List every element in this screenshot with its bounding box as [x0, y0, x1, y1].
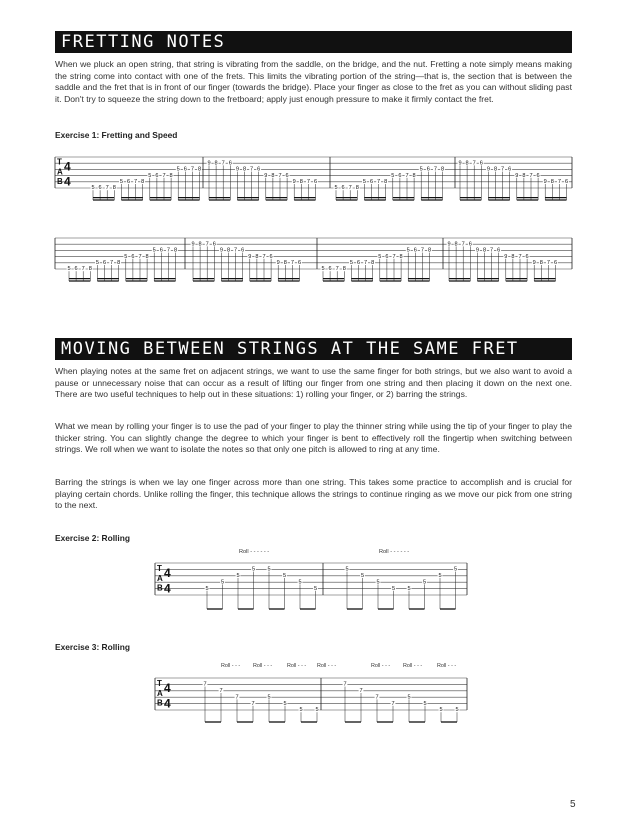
fret-number: 8: [522, 172, 526, 179]
fretting-notes-paragraph: When we pluck an open string, that string is vibrating from the saddle, on the bridge, and the nut. Fretting a note simply means making the string come into contact with one of the frets. This limits the vibrating portion of the string—that is, the section that is between the saddle and the fret that is in front of our finger (towards the bridge). Place your finger as close to the fret as you can without sliding past it. Don't try to squeeze the string down to the fretboard; apply just enough pressure to make it firmly contact the fret.: [55, 59, 572, 104]
fret-number: 6: [183, 166, 187, 173]
fret-number: 7: [81, 266, 85, 273]
exercise-2-tab: [155, 545, 475, 617]
fret-number: 8: [427, 247, 432, 254]
fret-number: 7: [205, 241, 209, 248]
fret-number: 6: [131, 253, 135, 260]
roll-marking: Roll - - - - - -: [379, 549, 410, 555]
fret-number: 8: [539, 260, 543, 266]
tab-clef-letter: A: [157, 573, 163, 583]
fret-number: 7: [110, 260, 114, 266]
fret-number: 7: [433, 166, 437, 173]
fret-number: 8: [226, 247, 231, 254]
fret-number: 6: [536, 172, 540, 179]
moving-strings-paragraph-1: When playing notes at the same fret on adjacent strings, we want to use the same finger for both strings, but we also want to avoid a pause or unnecessary noise that can occur as a result of lifting our finger from one string and then placing it down on the next one. There are two useful techniques to help out in these situations: 1) rolling your finger, or 2) barring the strings.: [55, 366, 572, 400]
exercise-3-tab: [155, 658, 475, 718]
fret-number: 7: [405, 172, 409, 179]
fret-number: 5: [345, 566, 349, 573]
fret-number: 9: [515, 172, 519, 179]
time-signature-top: 4: [164, 566, 171, 581]
section-title-fretting-notes: FRETTING NOTES: [55, 31, 572, 53]
fret-number: 8: [173, 247, 178, 254]
fret-number: 7: [290, 260, 294, 266]
fret-number: 7: [166, 247, 170, 254]
fret-number: 5: [152, 247, 156, 254]
fret-number: 7: [557, 179, 561, 185]
fret-number: 6: [426, 166, 430, 173]
fret-number: 9: [504, 253, 508, 260]
fret-number: 5: [91, 185, 95, 192]
fret-number: 8: [440, 166, 445, 173]
fret-number: 5: [378, 253, 382, 260]
fret-number: 8: [197, 166, 202, 173]
fret-number: 8: [371, 260, 375, 266]
exercise-3-label: Exercise 3: Rolling: [55, 642, 130, 652]
fret-number: 7: [278, 172, 282, 179]
fret-number: 9: [475, 247, 479, 254]
roll-marking: Roll - - -: [253, 663, 273, 669]
fret-number: 6: [285, 172, 289, 179]
fret-number: 9: [458, 160, 462, 167]
fret-number: 7: [461, 241, 465, 248]
tab-clef-letter: A: [57, 167, 63, 177]
exercise-1-tab-system-2: [55, 232, 575, 292]
fret-number: 8: [482, 247, 487, 254]
tab-clef-letter: T: [157, 563, 162, 573]
fret-number: 8: [299, 179, 303, 185]
tab-clef-letter: B: [157, 698, 163, 708]
fret-number: 6: [98, 185, 102, 192]
fret-number: 6: [508, 166, 512, 173]
fret-number: 6: [159, 247, 163, 254]
fret-number: 6: [356, 260, 361, 266]
tab-clef-letter: A: [157, 688, 163, 698]
fret-number: 8: [255, 253, 259, 260]
fret-number: 6: [369, 179, 374, 185]
fret-number: 5: [321, 266, 325, 273]
fret-number: 5: [406, 247, 410, 254]
fret-number: 8: [145, 253, 149, 260]
fret-number: 5: [391, 172, 395, 179]
fret-number: 5: [376, 579, 380, 586]
section-title-moving-between-strings: MOVING BETWEEN STRINGS AT THE SAME FRET: [55, 338, 572, 360]
fret-number: 8: [412, 172, 416, 179]
roll-marking: Roll - - -: [371, 663, 391, 669]
fret-number: 7: [490, 247, 494, 254]
fret-number: 7: [375, 694, 379, 701]
exercise-1-label: Exercise 1: Fretting and Speed: [55, 130, 178, 140]
fret-number: 8: [169, 172, 173, 179]
fret-number: 6: [228, 160, 232, 167]
fret-number: 5: [267, 566, 271, 573]
fret-number: 5: [360, 573, 365, 579]
fret-number: 6: [497, 247, 501, 254]
time-signature-bottom: 4: [164, 581, 171, 596]
fret-number: 7: [335, 266, 339, 273]
fret-number: 7: [364, 260, 368, 266]
fret-number: 5: [283, 700, 287, 707]
fret-number: 9: [276, 260, 280, 266]
tab-clef-letter: T: [157, 678, 162, 688]
fret-number: 6: [269, 253, 273, 260]
fret-number: 9: [235, 166, 239, 173]
fret-number: 6: [126, 179, 131, 185]
fret-number: 7: [348, 185, 352, 192]
fret-number: 8: [283, 260, 287, 266]
fret-number: 5: [313, 585, 318, 592]
fret-number: 7: [262, 253, 266, 260]
fret-number: 9: [248, 253, 252, 260]
fret-number: 8: [355, 185, 359, 192]
moving-strings-paragraph-2: What we mean by rolling your finger is to use the pad of your finger to play the thinner string while using the tip of your finger to play the thicker string. You can slightly change the degree to which your finger is bent to effectively roll the fingertip when switching between strings. We roll when we want to isolate the notes so that only one pitch is allowed to ring at any time.: [55, 421, 572, 455]
fret-number: 5: [220, 579, 225, 586]
fret-number: 5: [251, 566, 256, 573]
fret-number: 8: [454, 241, 458, 248]
fret-number: 8: [465, 160, 469, 167]
roll-marking: Roll - - - - - -: [239, 549, 270, 555]
exercise-2-label: Exercise 2: Rolling: [55, 533, 130, 543]
fret-number: 7: [250, 166, 254, 173]
fret-number: 9: [447, 241, 451, 248]
fret-number: 9: [219, 247, 223, 254]
moving-strings-paragraph-3: Barring the strings is when we lay one finger across more than one string. This takes some practice to accomplish and is crucial for playing certain chords. Unlike rolling the finger, this technique allows the strings to continue ringing as we move our pick from one string to the next.: [55, 477, 572, 511]
fret-number: 7: [234, 247, 238, 254]
fret-number: 8: [384, 179, 388, 185]
roll-marking: Roll - - -: [317, 663, 337, 669]
tab-clef-letter: T: [57, 157, 62, 167]
fret-number: 6: [385, 253, 389, 260]
fret-number: 5: [391, 585, 396, 592]
fret-number: 5: [362, 179, 366, 185]
fret-number: 8: [88, 266, 92, 273]
fret-number: 6: [297, 260, 302, 266]
fret-number: 5: [419, 166, 423, 173]
fret-number: 5: [67, 266, 71, 273]
fret-number: 9: [543, 179, 547, 185]
fret-number: 8: [511, 253, 515, 260]
fret-number: 7: [518, 253, 522, 260]
fret-number: 6: [155, 172, 159, 179]
fret-number: 7: [420, 247, 424, 254]
fret-number: 6: [212, 241, 216, 248]
fret-number: 7: [105, 185, 109, 192]
fret-number: 5: [422, 579, 427, 586]
fret-number: 9: [207, 160, 211, 167]
fret-number: 7: [391, 700, 395, 707]
time-signature-bottom: 4: [64, 174, 71, 189]
time-signature-top: 4: [64, 159, 71, 174]
fret-number: 7: [162, 172, 166, 179]
fret-number: 5: [236, 573, 240, 579]
fret-number: 7: [529, 172, 533, 179]
time-signature-top: 4: [164, 681, 171, 696]
fret-number: 8: [214, 160, 218, 167]
roll-marking: Roll - - -: [221, 663, 241, 669]
fret-number: 7: [392, 253, 396, 260]
fret-number: 5: [334, 185, 338, 192]
fret-number: 7: [546, 260, 550, 266]
fret-number: 8: [141, 179, 145, 185]
fret-number: 6: [241, 247, 245, 254]
fret-number: 7: [306, 179, 310, 185]
fret-number: 7: [359, 688, 363, 694]
fret-number: 5: [205, 585, 209, 592]
fret-number: 5: [315, 707, 319, 714]
fret-number: 8: [493, 166, 498, 173]
fret-number: 7: [190, 166, 194, 173]
fret-number: 7: [377, 179, 381, 185]
fret-number: 6: [468, 241, 472, 248]
fret-number: 5: [267, 694, 271, 701]
fret-number: 9: [191, 241, 195, 248]
fret-number: 5: [349, 260, 353, 266]
fret-number: 6: [553, 260, 558, 266]
tab-clef-letter: B: [157, 583, 163, 593]
fret-number: 6: [398, 172, 402, 179]
fret-number: 6: [525, 253, 529, 260]
fret-number: 7: [472, 160, 476, 167]
fret-number: 6: [564, 179, 569, 185]
fret-number: 7: [235, 694, 239, 701]
roll-marking: Roll - - -: [437, 663, 457, 669]
roll-marking: Roll - - -: [287, 663, 307, 669]
fret-number: 7: [134, 179, 138, 185]
fret-number: 7: [221, 160, 225, 167]
fret-number: 5: [124, 253, 128, 260]
fret-number: 6: [313, 179, 318, 185]
fret-number: 7: [219, 688, 223, 694]
fret-number: 9: [264, 172, 268, 179]
fret-number: 5: [119, 179, 123, 185]
fret-number: 6: [102, 260, 107, 266]
fret-number: 6: [257, 166, 261, 173]
fret-number: 6: [74, 266, 78, 273]
fret-number: 8: [112, 185, 116, 192]
fret-number: 6: [328, 266, 332, 273]
tab-clef-letter: B: [57, 176, 63, 186]
fret-number: 8: [198, 241, 202, 248]
fret-number: 9: [292, 179, 296, 185]
fret-number: 5: [298, 579, 302, 586]
fret-number: 7: [343, 681, 347, 688]
fret-number: 8: [117, 260, 121, 266]
roll-marking: Roll - - -: [403, 663, 423, 669]
fret-number: 6: [413, 247, 417, 254]
fret-number: 7: [501, 166, 505, 173]
exercise-1-tab-system-1: [55, 150, 575, 210]
fret-number: 6: [479, 160, 483, 167]
fret-number: 5: [407, 585, 411, 592]
fret-number: 5: [282, 573, 287, 579]
fret-number: 5: [453, 566, 458, 573]
fret-number: 5: [407, 694, 411, 701]
fret-number: 8: [399, 253, 403, 260]
fret-number: 5: [299, 707, 303, 714]
fret-number: 5: [95, 260, 99, 266]
fret-number: 8: [271, 172, 275, 179]
fret-number: 5: [423, 700, 427, 707]
fret-number: 8: [342, 266, 346, 273]
fret-number: 8: [550, 179, 554, 185]
fret-number: 9: [486, 166, 490, 173]
fret-number: 7: [138, 253, 142, 260]
fret-number: 5: [455, 707, 459, 714]
fret-number: 9: [532, 260, 536, 266]
fret-number: 5: [438, 573, 442, 579]
fret-number: 7: [203, 681, 207, 688]
fret-number: 7: [251, 700, 255, 707]
time-signature-bottom: 4: [164, 696, 171, 711]
fret-number: 6: [341, 185, 345, 192]
fret-number: 5: [148, 172, 152, 179]
fret-number: 5: [176, 166, 180, 173]
fret-number: 8: [242, 166, 247, 173]
page-number: 5: [570, 799, 576, 810]
fret-number: 5: [439, 707, 443, 714]
